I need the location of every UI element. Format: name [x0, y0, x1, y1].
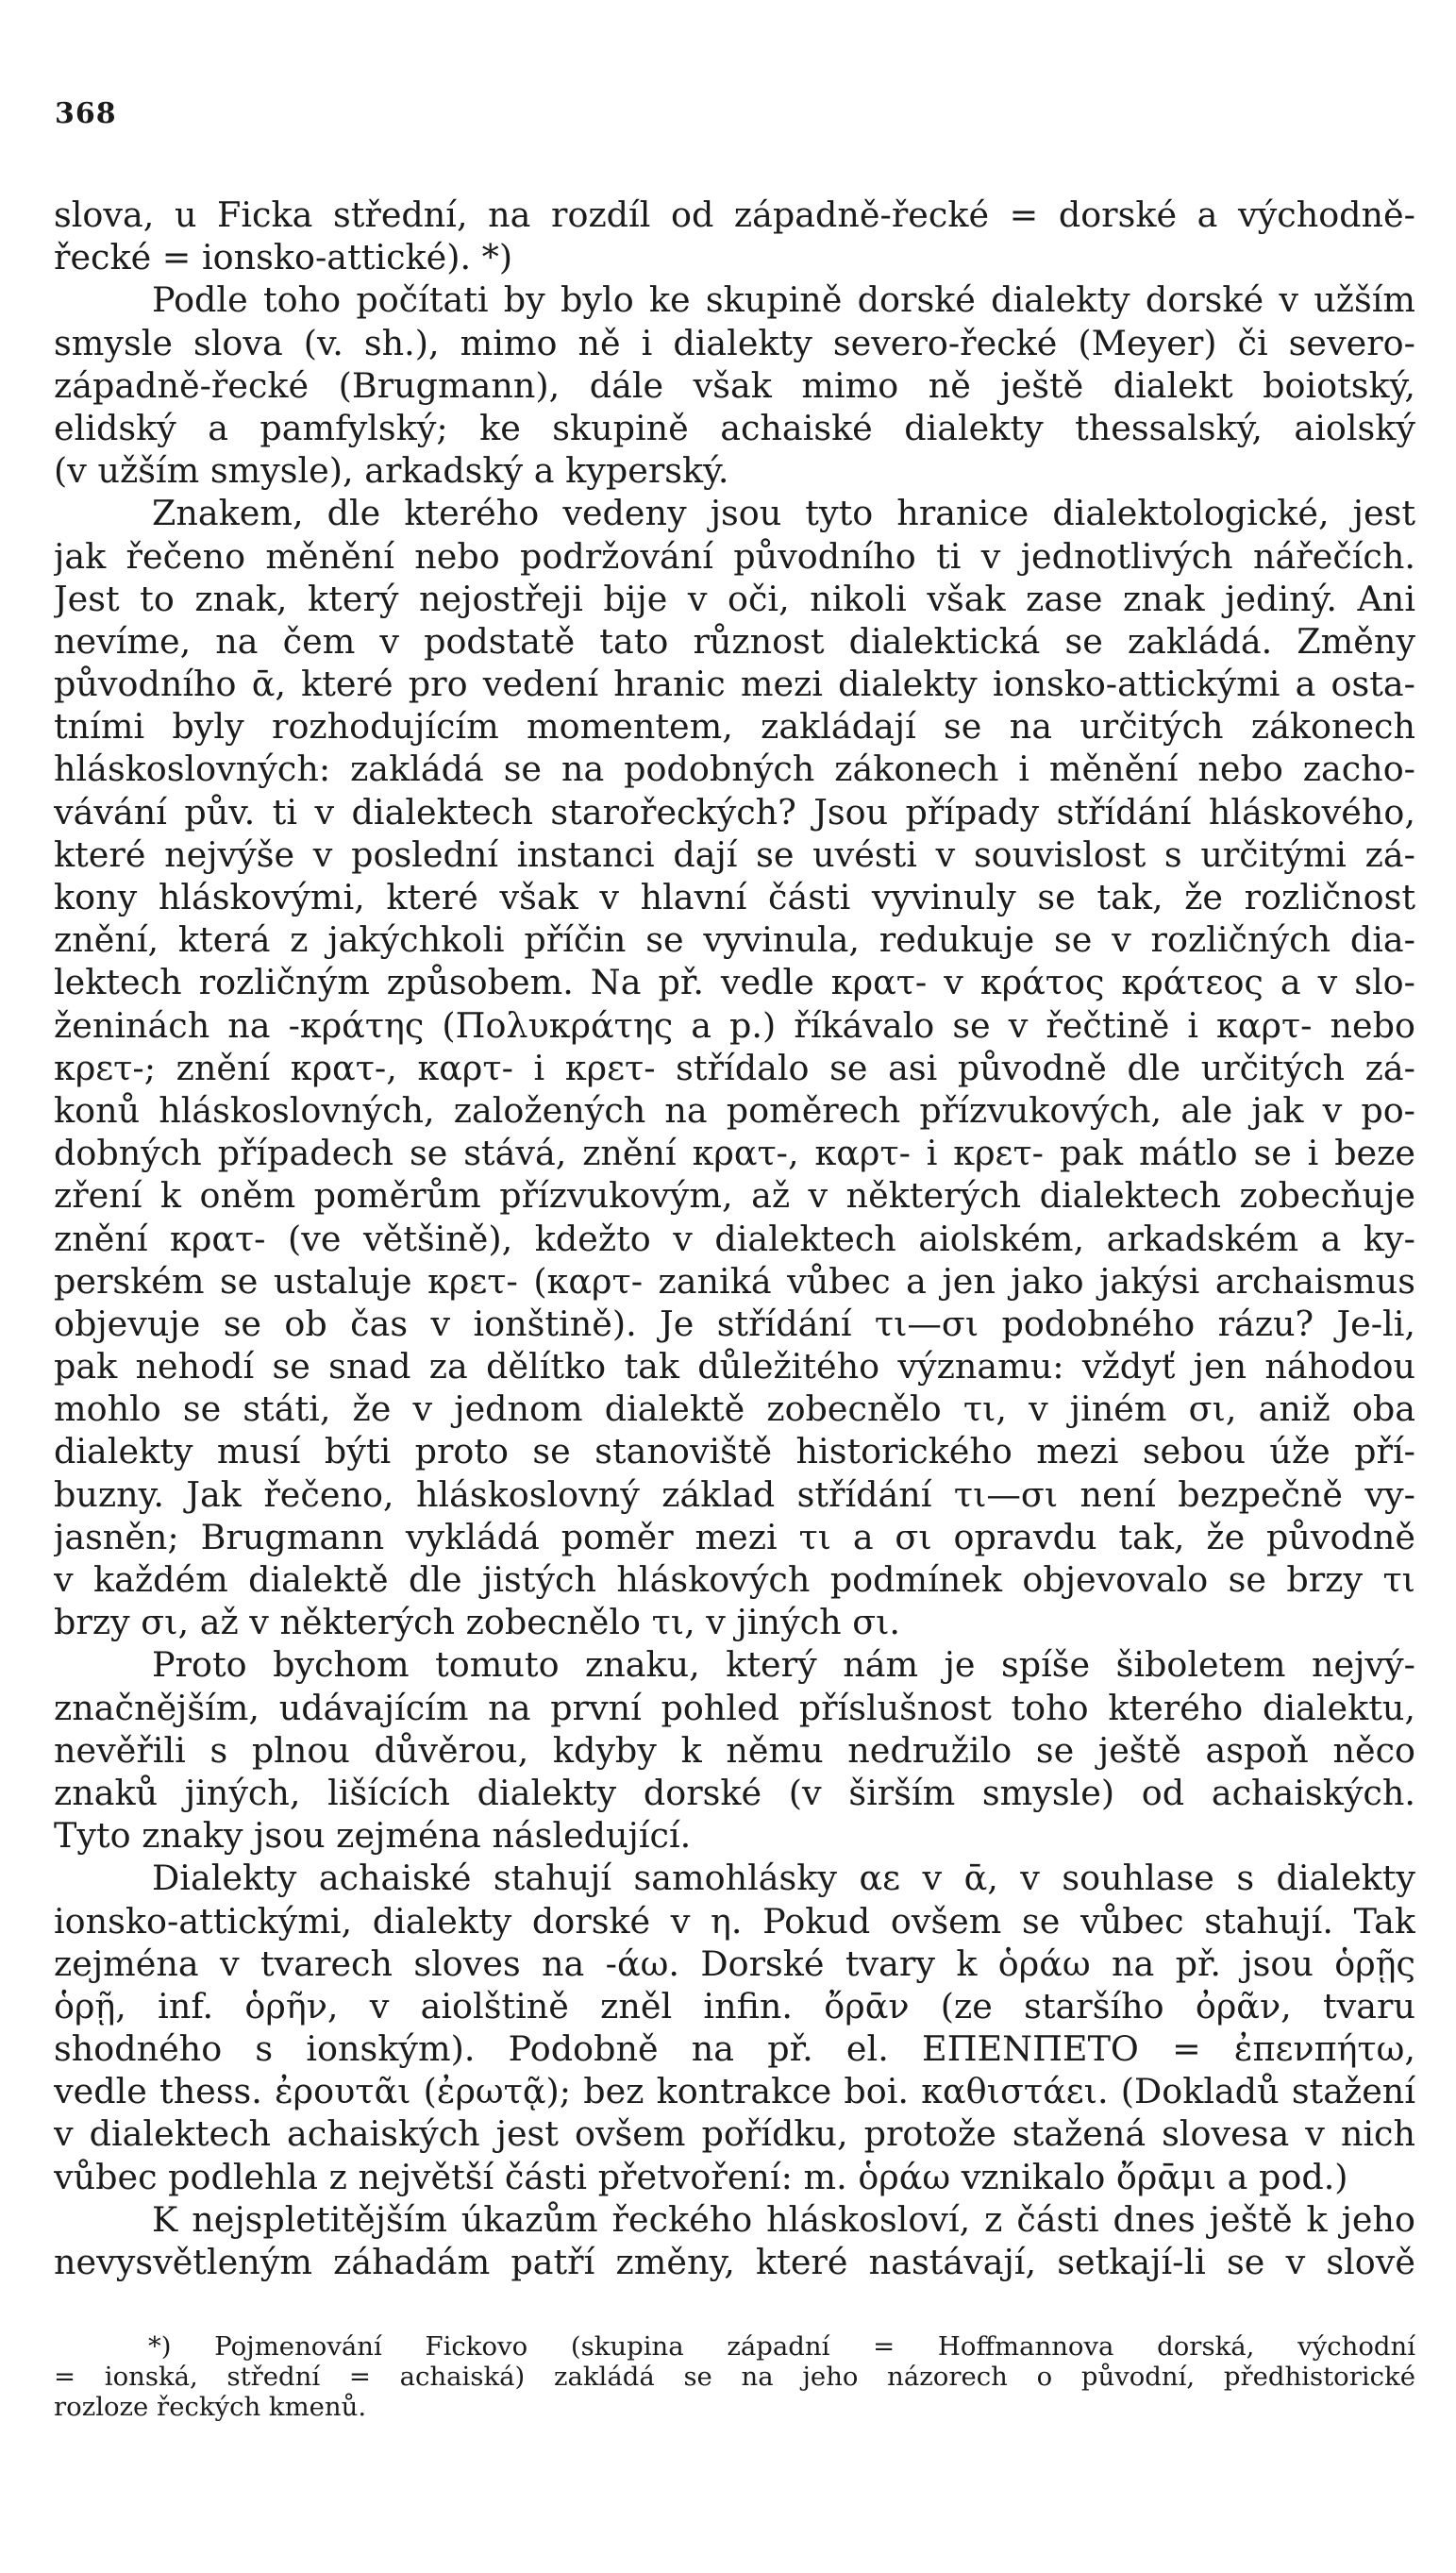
text-line: vůbec podlehla z největší části přetvoření: m. ὁράω vznikalo ὄρᾱμι a pod.) [54, 2156, 1348, 2197]
text-line: elidský a pamfylský; ke skupině achaiské dialekty thessalský, aiolský [54, 407, 1415, 448]
text-line: Znakem, dle kterého vedeny jsou tyto hranice dialektologické, jest [152, 493, 1415, 534]
footnote [54, 2331, 1415, 2422]
footnote-line: = ionská, střední = achaiská) zakládá se na jeho názorech o původní, předhistorické [54, 2362, 1415, 2392]
text-line: objevuje se ob čas v ionštině). Je střídání τι—σι podobného rázu? Je-li, [54, 1303, 1415, 1344]
text-line: jasněn; Brugmann vykládá poměr mezi τι a σι opravdu tak, že původně [54, 1516, 1415, 1557]
text-line: nevysvětleným záhadám patří změny, které nastávají, setkají-li se v slově [54, 2242, 1415, 2282]
text-line: slova, u Ficka střední, na rozdíl od západně-řecké = dorské a východně- [54, 194, 1415, 235]
text-line: Proto bychom tomuto znaku, který nám je spíše šiboletem nejvý- [152, 1644, 1415, 1686]
text-line: shodného s ionským). Podobně na př. el. ΕΠΕΝΠΕΤΟ = ἐπενπήτω, [54, 2028, 1415, 2070]
text-line: původního ᾱ, které pro vedení hranic mezi dialekty ionsko-attickými a osta- [54, 664, 1415, 705]
text-line: Dialekty achaiské stahují samohlásky αε v ᾱ, v souhlase s dialekty [152, 1858, 1415, 1899]
text-line: znění, která z jakýchkoli příčin se vyvinula, redukuje se v rozličných dia- [54, 919, 1415, 961]
text-line: nevěřili s plnou důvěrou, kdyby k němu nedružilo se ještě aspoň něco [54, 1729, 1415, 1771]
text-line: lektech rozličným způsobem. Na př. vedle κρατ- v κράτος κράτεος a v slo- [54, 962, 1415, 1003]
footnote-line: rozloze řeckých kmenů. [54, 2392, 367, 2422]
text-line: ionsko-attickými, dialekty dorské v η. Pokud ovšem se vůbec stahují. Tak [54, 1900, 1415, 1942]
text-line: vávání pův. ti v dialektech starořeckých? Jsou případy střídání hláskového, [54, 791, 1415, 832]
text-line: nevíme, na čem v podstatě tato různost dialektická se zakládá. Změny [54, 620, 1415, 662]
text-line: dobných případech se stává, znění κρατ-, καρτ- i κρετ- pak mátlo se i beze [54, 1133, 1415, 1174]
text-line: ženinách na -κράτης (Πολυκράτης a p.) říkávalo se v řečtině i καρτ- nebo [54, 1004, 1415, 1046]
text-line: buzny. Jak řečeno, hláskoslovný základ střídání τι—σι není bezpečně vy- [54, 1473, 1415, 1515]
text-line: znění κρατ- (ve většině), kdežto v dialektech aiolském, arkadském a ky- [54, 1218, 1415, 1259]
text-line: dialekty musí býti proto se stanoviště historického mezi sebou úže pří- [54, 1431, 1415, 1472]
text-line: pak nehodí se snad za dělítko tak důležitého významu: vždyť jen náhodou [54, 1346, 1415, 1387]
text-line: ὁρῇ, inf. ὁρῆν, v aiolštině zněl infin. ὄρᾱν (ze staršího ὀρᾶν, tvaru [54, 1985, 1415, 2026]
text-line: perském se ustaluje κρετ- (καρτ- zaniká vůbec a jen jako jakýsi archaismus [54, 1260, 1415, 1302]
text-line: které nejvýše v poslední instanci dají se uvésti v souvislost s určitými zá- [54, 833, 1415, 875]
page-number: 368 [55, 97, 117, 130]
footnote-line: *) Pojmenování Fickovo (skupina západní = Hoffmannova dorská, východní [148, 2331, 1415, 2362]
text-line: mohlo se státi, že v jednom dialektě zobecnělo τι, v jiném σι, aniž oba [54, 1388, 1415, 1430]
text-line: brzy σι, až v některých zobecnělo τι, v jiných σι. [54, 1602, 901, 1643]
text-line: řecké = ionsko-attické). *) [54, 237, 513, 278]
text-line: v každém dialektě dle jistých hláskových podmínek objevovalo se brzy τι [54, 1559, 1415, 1600]
text-line: (v užším smysle), arkadský a kyperský. [54, 450, 729, 492]
text-line: značnějším, udávajícím na první pohled příslušnost toho kterého dialektu, [54, 1687, 1415, 1728]
text-line: kony hláskovými, které však v hlavní části vyvinuly se tak, že rozličnost [54, 877, 1415, 917]
text-line: tními byly rozhodujícím momentem, zakládají se na určitých zákonech [54, 706, 1415, 748]
text-line: κρετ-; znění κρατ-, καρτ- i κρετ- střídalo se asi původně dle určitých zá- [54, 1047, 1415, 1088]
text-line: Podle toho počítati by bylo ke skupině dorské dialekty dorské v užším [152, 279, 1415, 321]
text-line: smysle slova (v. sh.), mimo ně i dialekty severo-řecké (Meyer) či severo- [54, 322, 1415, 363]
text-line: jak řečeno měnění nebo podržování původního ti v jednotlivých nářečích. [54, 535, 1415, 577]
text-line: zření k oněm poměrům přízvukovým, až v některých dialektech zobecňuje [54, 1175, 1415, 1217]
text-line: vedle thess. ἐρουτᾶι (ἐρωτᾷ); bez kontrakce boi. καθιστάει. (Dokladů stažení [54, 2071, 1415, 2112]
text-line: zejména v tvarech sloves na -άω. Dorské tvary k ὁράω na př. jsou ὁρῇς [54, 1942, 1415, 1984]
text-line: znaků jiných, lišících dialekty dorské (v širším smysle) od achaiských. [54, 1772, 1415, 1813]
body-text [54, 193, 1415, 2283]
text-line: Jest to znak, který nejostřeji bije v oči, nikoli však zase znak jediný. Ani [54, 578, 1415, 619]
text-line: konů hláskoslovných, založených na poměrech přízvukových, ale jak v po- [54, 1089, 1415, 1131]
text-line: západně-řecké (Brugmann), dále však mimo ně ještě dialekt boiotský, [54, 364, 1415, 406]
text-line: hláskoslovných: zakládá se na podobných zákonech i měnění nebo zacho- [54, 748, 1415, 790]
text-line: Tyto znaky jsou zejména následující. [54, 1815, 692, 1857]
text-line: v dialektech achaiských jest ovšem pořídku, protože stažená slovesa v nich [54, 2113, 1415, 2155]
text-line: K nejspletitějším úkazům řeckého hláskosloví, z části dnes ještě k jeho [152, 2198, 1415, 2240]
